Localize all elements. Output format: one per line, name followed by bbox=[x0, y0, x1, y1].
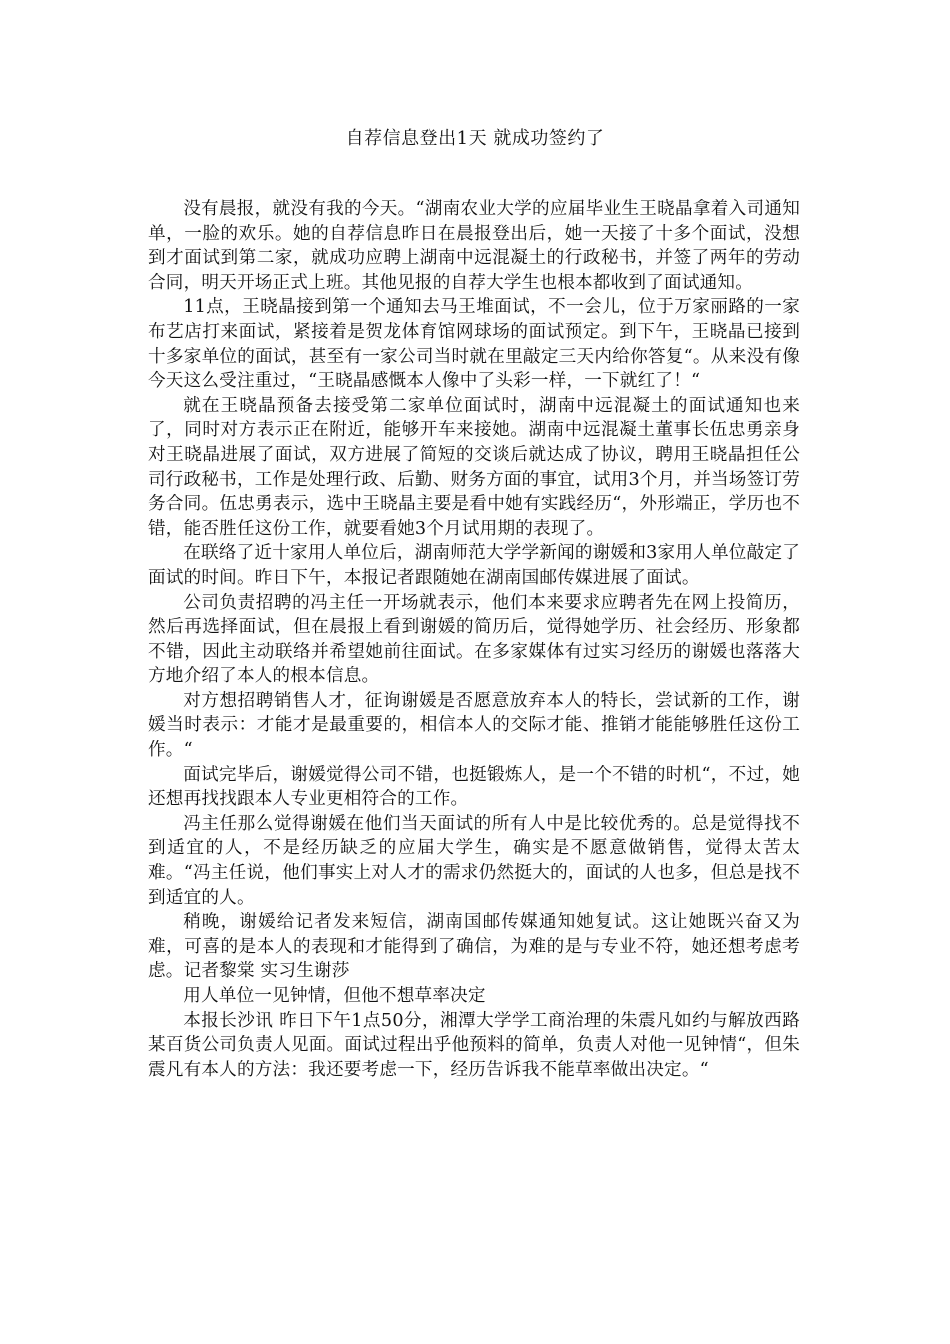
paragraph: 对方想招聘销售人才，征询谢媛是否愿意放弃本人的特长，尝试新的工作，谢媛当时表示：才能才是最重要的，相信本人的交际才能、推销才能能够胜任这份工作。“ bbox=[148, 690, 800, 761]
paragraph: 本报长沙讯 昨日下午1点50分，湘潭大学学工商治理的朱震凡如约与解放西路某百货公司负责人见面。面试过程出乎他预料的简单，负责人对他一见钟情“，但朱震凡有本人的方法：我还要考虑一下，经历告诉我不能草率做出决定。“ bbox=[148, 1010, 800, 1080]
paragraph: 面试完毕后，谢媛觉得公司不错，也挺锻炼人，是一个不错的时机“，不过，她还想再找找跟本人专业更相符合的工作。 bbox=[148, 764, 800, 810]
paragraph: 11点，王晓晶接到第一个通知去马王堆面试，不一会儿，位于万家丽路的一家布艺店打来面试，紧接着是贺龙体育馆网球场的面试预定。到下午，王晓晶已接到十多家单位的面试，甚至有一家公司当时就在里敲定三天内给你答复“。从来没有像今天这么受注重过，“王晓晶感慨本人像中了头彩一样，一下就红了！“ bbox=[148, 297, 800, 392]
document-title: 自荐信息登出1天 就成功签约了 bbox=[345, 128, 605, 149]
paragraph: 稍晚，谢媛给记者发来短信，湖南国邮传媒通知她复试。这让她既兴奋又为难，可喜的是本人的表现和才能得到了确信，为难的是与专业不符，她还想考虑考虑。记者黎棠 实习生谢莎 bbox=[148, 912, 800, 982]
paragraph: 没有晨报，就没有我的今天。“湖南农业大学的应届毕业生王晓晶拿着入司通知单，一脸的欢乐。她的自荐信息昨日在晨报登出后，她一天接了十多个面试，没想到才面试到第二家，就成功应聘上湖南中远混凝土的行政秘书，并签了两年的劳动合同，明天开场正式上班。其他见报的自荐大学生也根本都收到了面试通知。 bbox=[148, 199, 800, 293]
article-body bbox=[148, 197, 800, 1082]
paragraph: 就在王晓晶预备去接受第二家单位面试时，湖南中远混凝土的面试通知也来了，同时对方表示正在附近，能够开车来接她。湖南中远混凝土董事长伍忠勇亲身对王晓晶进展了面试，双方进展了简短的交谈后就达成了协议，聘用王晓晶担任公司行政秘书，工作是处理行政、后勤、财务方面的事宜，试用3个月，并当场签订劳务合同。伍忠勇表示，选中王晓晶主要是看中她有实践经历“，外形端正，学历也不错，能否胜任这份工作，就要看她3个月试用期的表现了。 bbox=[148, 395, 800, 539]
paragraph: 在联络了近十家用人单位后，湖南师范大学学新闻的谢媛和3家用人单位敲定了面试的时间。昨日下午，本报记者跟随她在湖南国邮传媒进展了面试。 bbox=[148, 543, 800, 588]
paragraph: 公司负责招聘的冯主任一开场就表示，他们本来要求应聘者先在网上投简历，然后再选择面试，但在晨报上看到谢媛的简历后，觉得她学历、社会经历、形象都不错，因此主动联络并希望她前往面试。在多家媒体有过实习经历的谢媛也落落大方地介绍了本人的根本信息。 bbox=[148, 592, 800, 687]
section-subheading: 用人单位一见钟情，但他不想草率决定 bbox=[183, 986, 486, 1006]
paragraph: 冯主任那么觉得谢媛在他们当天面试的所有人中是比较优秀的。总是觉得找不到适宜的人，不是经历缺乏的应届大学生，确实是不愿意做销售，觉得太苦太难。“冯主任说，他们事实上对人才的需求仍然挺大的，面试的人也多，但总是找不到适宜的人。 bbox=[148, 813, 800, 908]
